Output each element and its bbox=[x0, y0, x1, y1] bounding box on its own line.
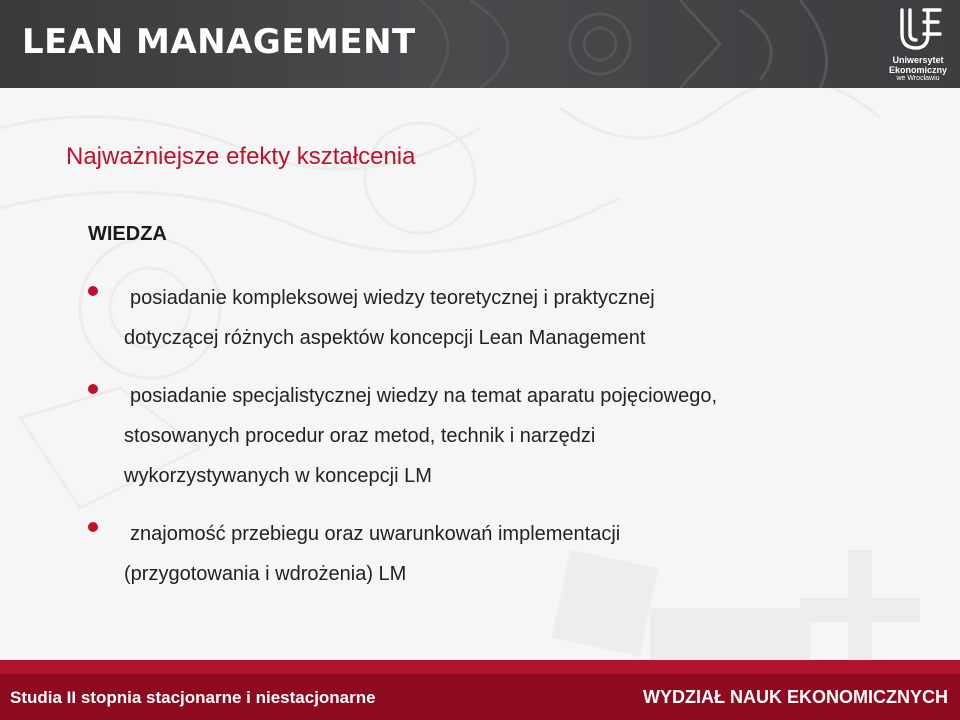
footer-bar bbox=[0, 660, 960, 720]
header-title: LEAN MANAGEMENT bbox=[22, 22, 416, 62]
university-logo bbox=[880, 6, 956, 84]
bullet-dot-icon bbox=[88, 286, 98, 296]
bullet-text-line: (przygotowania i wdrożenia) LM bbox=[124, 563, 407, 585]
bullet-item bbox=[88, 376, 908, 496]
bullet-text-line: dotyczącej różnych aspektów koncepcji Lean Management bbox=[124, 327, 646, 349]
bullet-dot-icon bbox=[88, 384, 98, 394]
bullet-text-line: wykorzystywanych w koncepcji LM bbox=[124, 465, 432, 487]
header-bar bbox=[0, 0, 960, 88]
bullet-text-line: posiadanie specjalistycznej wiedzy na temat aparatu pojęciowego, bbox=[130, 385, 718, 407]
logo-line-3: we Wrocławiu bbox=[896, 75, 940, 82]
logo-line-2: Ekonomiczny bbox=[888, 65, 947, 75]
bullet-text-line: znajomość przebiegu oraz uwarunkowań implementacji bbox=[130, 523, 621, 545]
bullet-text-line: stosowanych procedur oraz metod, technik i narzędzi bbox=[124, 425, 596, 447]
bullet-item bbox=[88, 278, 908, 358]
logo-line-1: Uniwersytet bbox=[892, 55, 944, 65]
footer-faculty: WYDZIAŁ NAUK EKONOMICZNYCH bbox=[643, 687, 948, 707]
bullet-dot-icon bbox=[88, 522, 98, 532]
bullet-text-line: posiadanie kompleksowej wiedzy teoretycznej i praktycznej bbox=[130, 287, 655, 309]
subheading-wiedza: WIEDZA bbox=[88, 223, 167, 245]
ue-logo-icon bbox=[896, 6, 942, 54]
bullet-item bbox=[88, 514, 908, 594]
footer-strip bbox=[0, 660, 960, 674]
section-title: Najważniejsze efekty kształcenia bbox=[66, 143, 416, 170]
footer-study-mode: Studia II stopnia stacjonarne i niestacjonarne bbox=[10, 688, 376, 707]
bullet-list bbox=[88, 278, 908, 612]
slide-content bbox=[0, 88, 960, 660]
